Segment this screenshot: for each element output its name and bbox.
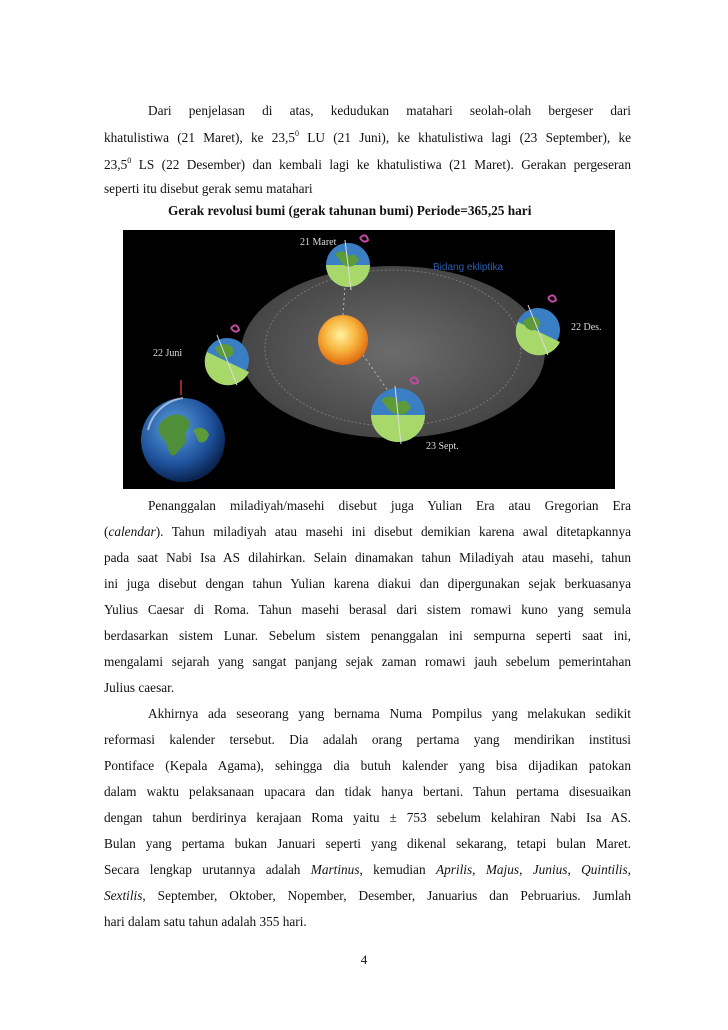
text-span: khatulistiwa (21 Maret), ke 23,5	[104, 130, 296, 145]
text-span: ). Tahun miladiyah atau masehi ini disebut demikian karena awal ditetapkannya	[155, 524, 631, 539]
label-22-des: 22 Des.	[571, 322, 602, 333]
paragraph-2-line-3: pada saat Nabi Isa AS dilahirkan. Selain dinamakan tahun Miladiyah atau masehi, tahun	[104, 550, 631, 565]
paragraph-3-line-7	[104, 862, 631, 878]
earth-22-des	[516, 295, 560, 355]
paragraph-1-line-3	[104, 157, 631, 173]
earth-revolution-figure	[123, 230, 615, 489]
text-span: (	[104, 524, 109, 539]
label-bidang-ekliptika: Bidang ekliptika	[433, 262, 504, 273]
paragraph-3-line-6: Bulan yang pertama bukan Januari seperti yang dikenal sekarang, tetapi bulan Maret.	[104, 836, 631, 851]
revolution-diagram	[123, 230, 615, 489]
page-number: 4	[360, 952, 368, 967]
text-span: Secara lengkap urutannya adalah	[104, 862, 311, 877]
paragraph-3-line-3: Pontiface (Kepala Agama), sehingga dia butuh kalender yang bisa dijadikan patokan	[104, 758, 631, 773]
text-span: , kemudian	[359, 862, 436, 877]
degree-superscript: 0	[127, 156, 132, 165]
paragraph-3-line-1: Akhirnya ada seseorang yang bernama Numa Pompilus yang melakukan sedikit	[148, 706, 631, 721]
text-span: , September, Oktober, Nopember, Desember, Januarius dan Pebruarius. Jumlah	[142, 888, 631, 903]
label-23-sept: 23 Sept.	[426, 441, 459, 452]
paragraph-2-line-1: Penanggalan miladiyah/masehi disebut juga Yulian Era atau Gregorian Era	[148, 498, 631, 513]
paragraph-2-line-2	[104, 524, 631, 540]
text-span: ,	[472, 862, 486, 877]
italic-term: calendar	[108, 524, 156, 539]
label-22-juni: 22 Juni	[153, 348, 183, 359]
italic-term: Martinus	[310, 862, 360, 877]
text-span: LS (22 Desember) dan kembali lagi ke khatulistiwa (21 Maret). Gerakan pergeseran	[131, 157, 631, 172]
paragraph-3-line-5: dengan tahun berdirinya kerajaan Roma yaitu ± 753 sebelum kelahiran Nabi Isa AS.	[104, 810, 631, 825]
paragraph-3-line-2: reformasi kalender tersebut. Dia adalah orang pertama yang mendirikan institusi	[104, 732, 631, 747]
italic-term: Aprilis	[435, 862, 473, 877]
label-21-maret: 21 Maret	[300, 237, 337, 248]
paragraph-3-line-4: dalam waktu pelaksanaan upacara dan tidak hanya bertani. Tahun pertama disesuaikan	[104, 784, 631, 799]
paragraph-1-line-4: seperti itu disebut gerak semu matahari	[104, 181, 313, 196]
paragraph-3-line-8	[104, 888, 631, 904]
paragraph-2-line-4: ini juga disebut dengan tahun Yulian karena diakui dan dipergunakan sejak berkuasanya	[104, 576, 631, 591]
paragraph-3-line-9: hari dalam satu tahun adalah 355 hari.	[104, 914, 307, 929]
text-span: LU (21 Juni), ke khatulistiwa lagi (23 September), ke	[299, 130, 631, 145]
italic-term: Majus	[485, 862, 520, 877]
degree-superscript: 0	[295, 129, 300, 138]
paragraph-2-line-8: Julius caesar.	[104, 680, 175, 695]
earth-22-juni	[205, 325, 249, 385]
paragraph-2-line-7: mengalami sejarah yang sangat panjang sejak zaman romawi jauh sebelum pemerintahan	[104, 654, 631, 669]
italic-term: Junius, Quintilis,	[532, 862, 631, 877]
paragraph-2-line-6: berdasarkan sistem Lunar. Sebelum sistem penanggalan ini sempurna seperti saat ini,	[104, 628, 631, 643]
sun	[318, 315, 368, 365]
paragraph-2-line-5: Yulius Caesar di Roma. Tahun masehi berasal dari sistem romawi kuno yang semula	[104, 602, 631, 617]
italic-term: Sextilis	[104, 888, 143, 903]
earth-globe-large	[141, 398, 225, 482]
text-span: ,	[519, 862, 533, 877]
paragraph-1-line-2	[104, 130, 631, 146]
figure-caption: Gerak revolusi bumi (gerak tahunan bumi) Periode=365,25 hari	[168, 203, 532, 218]
paragraph-1-line-1: Dari penjelasan di atas, kedudukan matahari seolah-olah bergeser dari	[148, 103, 631, 118]
text-span: 23,5	[104, 157, 128, 172]
